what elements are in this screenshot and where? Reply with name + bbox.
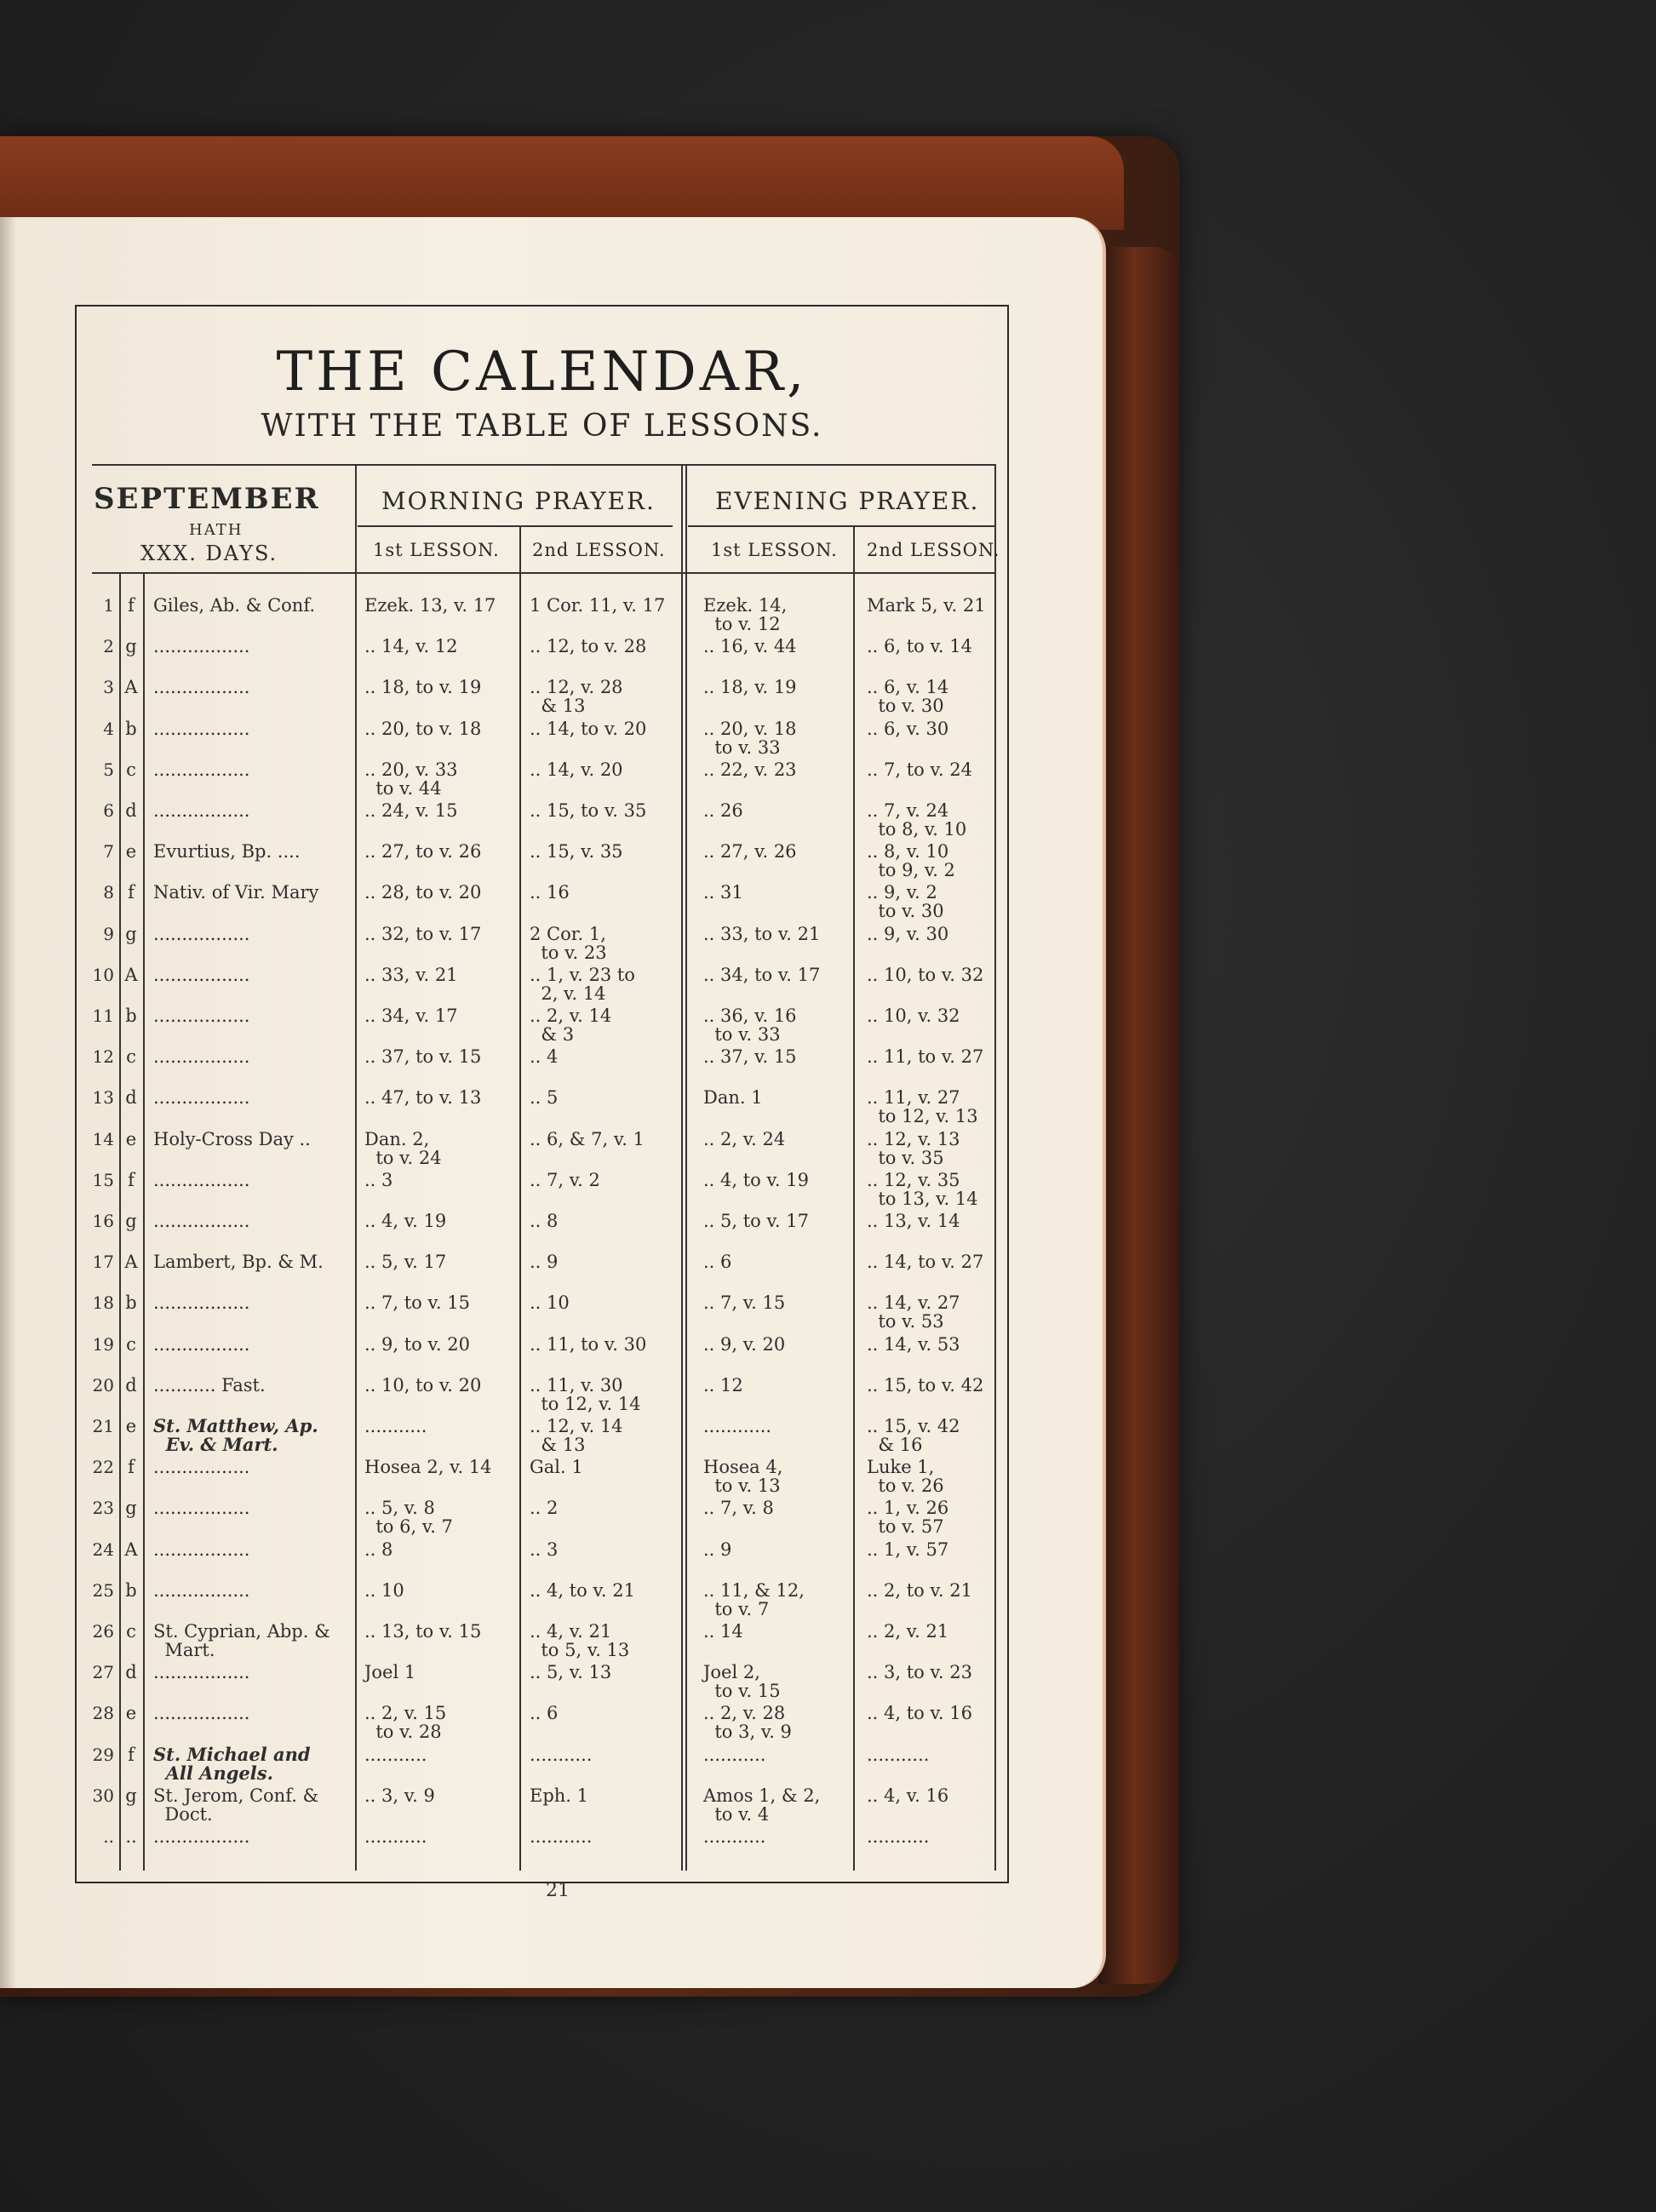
evening-first-lesson: .. 14 [703, 1621, 743, 1642]
page-number: 21 [546, 1880, 570, 1901]
dominical-letter: e [125, 1416, 137, 1436]
morning-first-lesson: ........... [364, 1416, 427, 1436]
evening-second-lesson: .. 11, to v. 27 [867, 1046, 984, 1068]
evening-second-lesson: .. 6, v. 14 to v. 30 [867, 677, 949, 717]
day-number: .. [103, 1826, 114, 1847]
book-cover-edge [1098, 247, 1179, 1984]
feast-name: St. Cyprian, Abp. & Mart. [153, 1621, 330, 1660]
evening-second-lesson: .. 14, to v. 27 [867, 1252, 984, 1273]
evening-first-lesson: .. 7, v. 15 [703, 1292, 786, 1314]
dominical-letter: b [125, 1292, 137, 1314]
feast-name: ................. [153, 1046, 250, 1068]
morning-first-lesson: .. 5, v. 8 to 6, v. 7 [364, 1498, 453, 1538]
dominical-letter: f [128, 1744, 135, 1765]
page-subtitle: WITH THE TABLE OF LESSONS. [261, 409, 823, 444]
day-number: 27 [92, 1662, 114, 1683]
evening-second-lesson: .. 6, to v. 14 [867, 636, 972, 657]
day-number: 16 [92, 1211, 114, 1231]
morning-second-lesson: .. 2, v. 14 & 3 [530, 1006, 612, 1045]
evening-second-lesson: .. 15, v. 42 & 16 [867, 1416, 960, 1455]
day-number: 15 [92, 1169, 114, 1190]
evening-second-lesson: .. 10, to v. 32 [867, 964, 984, 985]
morning-second-lesson: ........... [530, 1744, 593, 1765]
feast-name: ................. [153, 1826, 250, 1847]
evening-second-lesson: .. 12, v. 35 to 13, v. 14 [867, 1169, 978, 1209]
morning-second-lesson: Eph. 1 [530, 1785, 589, 1806]
column-rule-morning-mid [519, 525, 521, 1871]
morning-second-lesson: .. 4, to v. 21 [530, 1579, 635, 1601]
evening-first-lesson: .. 11, & 12, to v. 7 [703, 1579, 805, 1619]
book-cover-top [0, 136, 1124, 230]
morning-second-lesson: .. 4, v. 21 to 5, v. 13 [530, 1621, 630, 1660]
evening-first-lesson: .. 16, v. 44 [703, 636, 797, 657]
feast-name: Evurtius, Bp. .... [153, 841, 301, 862]
feast-name: ................. [153, 923, 250, 944]
morning-first-lesson: .. 3, v. 9 [364, 1785, 435, 1806]
morning-second-lesson: .. 10 [530, 1292, 570, 1314]
morning-prayer-heading: MORNING PRAYER. [381, 487, 656, 515]
page-fold [0, 217, 15, 1988]
evening-first-lesson: Ezek. 14, to v. 12 [703, 595, 788, 634]
evening-second-lesson: .. 10, v. 32 [867, 1006, 960, 1026]
morning-first-lesson: .. 32, to v. 17 [364, 923, 482, 944]
morning-second-lesson: .. 11, to v. 30 [530, 1333, 647, 1355]
dominical-letter: c [126, 1046, 136, 1068]
feast-name: ................. [153, 1292, 250, 1314]
evening-second-lesson: Luke 1, to v. 26 [867, 1457, 944, 1497]
day-number: 14 [92, 1128, 114, 1149]
morning-second-lesson: .. 9 [530, 1252, 559, 1273]
morning-second-lesson: .. 2 [530, 1498, 559, 1519]
day-number: 12 [92, 1046, 114, 1068]
dominical-letter: d [125, 1662, 137, 1683]
evening-first-lesson: .. 9, v. 20 [703, 1333, 786, 1355]
evening-second-lesson: .. 12, v. 13 to v. 35 [867, 1128, 960, 1168]
morning-second-lesson: .. 3 [530, 1539, 559, 1560]
morning-second-lesson: 2 Cor. 1, to v. 23 [530, 923, 607, 963]
feast-name: St. Matthew, Ap. Ev. & Mart. [153, 1415, 318, 1455]
evening-first-lesson: .. 31 [703, 882, 743, 903]
dominical-letter: f [128, 1169, 135, 1190]
dominical-letter: .. [125, 1826, 137, 1847]
day-number: 19 [92, 1333, 114, 1355]
evening-second-lesson: .. 15, to v. 42 [867, 1374, 984, 1395]
dominical-letter: g [125, 923, 137, 944]
day-number: 11 [92, 1006, 114, 1026]
dominical-letter: f [128, 595, 135, 616]
morning-first-lesson: .. 34, v. 17 [364, 1006, 458, 1026]
evening-first-lesson: .. 5, to v. 17 [703, 1211, 809, 1231]
day-number: 3 [103, 677, 114, 698]
column-rule-evening-mid [853, 525, 855, 1871]
feast-name: ................. [153, 1457, 250, 1478]
feast-name: ................. [153, 759, 250, 780]
evening-first-lesson: .. 12 [703, 1374, 743, 1395]
evening-second-lesson: .. 6, v. 30 [867, 718, 949, 739]
morning-first-lesson: .. 27, to v. 26 [364, 841, 482, 862]
day-number: 23 [92, 1498, 114, 1519]
morning-second-lesson: .. 6 [530, 1703, 559, 1724]
morning-second-lesson: .. 14, to v. 20 [530, 718, 647, 739]
evening-first-lesson: .. 26 [703, 800, 743, 821]
evening-second-lesson: .. 2, v. 21 [867, 1621, 949, 1642]
day-number: 4 [103, 718, 114, 739]
evening-first-lesson: ........... [703, 1826, 766, 1847]
day-number: 17 [92, 1252, 114, 1273]
feast-name: ................. [153, 800, 250, 821]
evening-second-lesson: .. 13, v. 14 [867, 1211, 960, 1231]
morning-first-lesson: ........... [364, 1744, 427, 1765]
feast-name: ................. [153, 636, 250, 657]
morning-second-lesson: .. 7, v. 2 [530, 1169, 600, 1190]
day-number: 30 [92, 1785, 114, 1806]
day-number: 9 [103, 923, 114, 944]
evening-second-lesson: .. 8, v. 10 to 9, v. 2 [867, 841, 955, 881]
evening-second-lesson: .. 7, to v. 24 [867, 759, 972, 780]
dominical-letter: e [125, 1128, 137, 1149]
evening-first-lesson: .. 18, v. 19 [703, 677, 797, 698]
morning-second-lesson: .. 14, v. 20 [530, 759, 623, 780]
day-number: 2 [103, 636, 114, 657]
feast-name: ................. [153, 1662, 250, 1683]
feast-name: ................. [153, 1703, 250, 1724]
evening-second-lesson: .. 9, v. 2 to v. 30 [867, 882, 944, 922]
morning-second-lesson: .. 5 [530, 1087, 559, 1109]
feast-name: Nativ. of Vir. Mary [153, 882, 319, 903]
dominical-letter: b [125, 1579, 137, 1601]
day-number: 20 [92, 1374, 114, 1395]
morning-second-lesson: .. 4 [530, 1046, 559, 1068]
morning-first-lesson: .. 5, v. 17 [364, 1252, 447, 1273]
evening-first-lesson: .. 7, v. 8 [703, 1498, 774, 1519]
evening-first-lesson: .. 2, v. 24 [703, 1128, 786, 1149]
morning-first-lesson-heading: 1st LESSON. [373, 540, 500, 560]
evening-first-lesson: .. 22, v. 23 [703, 759, 797, 780]
dominical-letter: f [128, 882, 135, 903]
morning-second-lesson: .. 15, v. 35 [530, 841, 623, 862]
evening-first-lesson: Dan. 1 [703, 1087, 763, 1109]
column-rule-right [994, 464, 996, 1871]
dominical-letter: b [125, 718, 137, 739]
column-rule-morning [355, 464, 357, 1871]
morning-first-lesson: ........... [364, 1826, 427, 1847]
feast-name: ................. [153, 718, 250, 739]
evening-first-lesson: .. 34, to v. 17 [703, 964, 821, 985]
dominical-letter: e [125, 1703, 137, 1724]
evening-second-lesson: .. 11, v. 27 to 12, v. 13 [867, 1087, 978, 1127]
evening-first-lesson: Amos 1, & 2, to v. 4 [703, 1785, 821, 1825]
feast-name: ................. [153, 1498, 250, 1519]
feast-name: Giles, Ab. & Conf. [153, 595, 316, 616]
evening-second-lesson: Mark 5, v. 21 [867, 595, 986, 616]
dominical-letter: g [125, 1498, 137, 1519]
feast-name: ........... Fast. [153, 1374, 266, 1395]
day-number: 22 [92, 1457, 114, 1478]
day-number: 25 [92, 1579, 114, 1601]
hath-heading: HATH [189, 521, 244, 539]
morning-first-lesson: .. 2, v. 15 to v. 28 [364, 1703, 447, 1743]
days-heading: XXX. DAYS. [140, 542, 278, 565]
dominical-letter: d [125, 1087, 137, 1109]
morning-first-lesson: .. 3 [364, 1169, 393, 1190]
evening-first-lesson: .. 4, to v. 19 [703, 1169, 809, 1190]
evening-first-lesson: .. 33, to v. 21 [703, 923, 821, 944]
morning-first-lesson: .. 20, to v. 18 [364, 718, 482, 739]
feast-name: St. Michael and All Angels. [153, 1743, 311, 1784]
evening-second-lesson: .. 9, v. 30 [867, 923, 949, 944]
evening-second-lesson: .. 14, v. 27 to v. 53 [867, 1292, 960, 1332]
feast-name: ................. [153, 1169, 250, 1190]
evening-first-lesson-heading: 1st LESSON. [711, 540, 838, 560]
evening-first-lesson: .. 9 [703, 1539, 732, 1560]
morning-first-lesson: .. 9, to v. 20 [364, 1333, 470, 1355]
evening-second-lesson: ........... [867, 1826, 930, 1847]
feast-name: ................. [153, 1333, 250, 1355]
evening-second-lesson: .. 7, v. 24 to 8, v. 10 [867, 800, 967, 840]
morning-first-lesson: .. 4, v. 19 [364, 1211, 447, 1231]
morning-first-lesson: .. 28, to v. 20 [364, 882, 482, 903]
dominical-letter: A [124, 964, 138, 985]
dominical-letter: A [124, 1539, 138, 1560]
dominical-letter: c [126, 1621, 136, 1642]
dominical-letter: e [125, 841, 137, 862]
day-number: 21 [92, 1416, 114, 1436]
dominical-letter: g [125, 1211, 137, 1231]
morning-section-rule [358, 525, 673, 527]
dominical-letter: A [124, 677, 138, 698]
morning-first-lesson: .. 37, to v. 15 [364, 1046, 482, 1068]
morning-second-lesson: .. 12, v. 14 & 13 [530, 1416, 623, 1455]
evening-second-lesson: ........... [867, 1744, 930, 1765]
morning-first-lesson: .. 8 [364, 1539, 393, 1560]
evening-first-lesson: Hosea 4, to v. 13 [703, 1457, 783, 1497]
evening-second-lesson: .. 4, v. 16 [867, 1785, 949, 1806]
morning-second-lesson: .. 11, v. 30 to 12, v. 14 [530, 1374, 641, 1414]
morning-second-lesson: 1 Cor. 11, v. 17 [530, 595, 666, 616]
morning-first-lesson: .. 7, to v. 15 [364, 1292, 470, 1314]
day-number: 1 [103, 595, 114, 616]
evening-second-lesson: .. 1, v. 57 [867, 1539, 949, 1560]
dominical-letter: d [125, 1374, 137, 1395]
day-number: 10 [92, 964, 114, 985]
column-rule-evening-b [685, 464, 687, 1871]
evening-first-lesson: Joel 2, to v. 15 [703, 1662, 781, 1702]
day-number: 29 [92, 1744, 114, 1765]
day-number: 5 [103, 759, 114, 780]
dominical-letter: c [126, 759, 136, 780]
evening-second-lesson: .. 3, to v. 23 [867, 1662, 972, 1683]
evening-first-lesson: .. 36, v. 16 to v. 33 [703, 1006, 797, 1045]
morning-second-lesson: .. 16 [530, 882, 570, 903]
evening-prayer-heading: EVENING PRAYER. [715, 487, 980, 515]
morning-second-lesson: ........... [530, 1826, 593, 1847]
morning-first-lesson: .. 10 [364, 1579, 404, 1601]
day-number: 8 [103, 882, 114, 903]
month-heading: SEPTEMBER [94, 482, 320, 516]
evening-first-lesson: .. 37, v. 15 [703, 1046, 797, 1068]
dominical-letter: g [125, 636, 137, 657]
feast-name: ................. [153, 1006, 250, 1026]
dominical-letter: b [125, 1006, 137, 1026]
feast-name: ................. [153, 677, 250, 698]
morning-second-lesson: .. 12, to v. 28 [530, 636, 647, 657]
feast-name: ................. [153, 964, 250, 985]
morning-second-lesson-heading: 2nd LESSON. [532, 540, 666, 560]
day-number: 18 [92, 1292, 114, 1314]
dominical-letter: d [125, 800, 137, 821]
dominical-letter: f [128, 1457, 135, 1478]
evening-second-lesson: .. 2, to v. 21 [867, 1579, 972, 1601]
day-number: 24 [92, 1539, 114, 1560]
morning-second-lesson: .. 5, v. 13 [530, 1662, 612, 1683]
evening-first-lesson: .. 27, v. 26 [703, 841, 797, 862]
evening-first-lesson: ............ [703, 1416, 772, 1436]
morning-second-lesson: .. 6, & 7, v. 1 [530, 1128, 645, 1149]
feast-name: St. Jerom, Conf. & Doct. [153, 1785, 319, 1825]
morning-first-lesson: .. 47, to v. 13 [364, 1087, 482, 1109]
evening-second-lesson-heading: 2nd LESSON. [867, 540, 1000, 560]
morning-second-lesson: Gal. 1 [530, 1457, 583, 1478]
morning-second-lesson: .. 12, v. 28 & 13 [530, 677, 623, 717]
evening-section-rule [688, 525, 994, 527]
feast-name: ................. [153, 1579, 250, 1601]
evening-first-lesson: .. 2, v. 28 to 3, v. 9 [703, 1703, 792, 1743]
morning-first-lesson: Ezek. 13, v. 17 [364, 595, 496, 616]
day-number: 26 [92, 1621, 114, 1642]
dominical-letter: g [125, 1785, 137, 1806]
evening-first-lesson: .. 6 [703, 1252, 732, 1273]
morning-first-lesson: .. 18, to v. 19 [364, 677, 482, 698]
evening-second-lesson: .. 14, v. 53 [867, 1333, 960, 1355]
feast-name: ................. [153, 1539, 250, 1560]
morning-second-lesson: .. 8 [530, 1211, 559, 1231]
feast-name: Holy-Cross Day .. [153, 1128, 311, 1149]
header-bottom-rule [92, 572, 994, 574]
morning-first-lesson: Dan. 2, to v. 24 [364, 1128, 442, 1168]
feast-name: ................. [153, 1087, 250, 1109]
morning-first-lesson: .. 24, v. 15 [364, 800, 458, 821]
evening-second-lesson: .. 1, v. 26 to v. 57 [867, 1498, 949, 1538]
morning-first-lesson: .. 14, v. 12 [364, 636, 458, 657]
page-title: THE CALENDAR, [276, 341, 808, 404]
header-top-rule [92, 464, 994, 466]
feast-name: Lambert, Bp. & M. [153, 1252, 324, 1273]
day-number: 7 [103, 841, 114, 862]
dominical-letter: A [124, 1252, 138, 1273]
evening-second-lesson: .. 4, to v. 16 [867, 1703, 972, 1724]
feast-name: ................. [153, 1211, 250, 1231]
morning-first-lesson: .. 33, v. 21 [364, 964, 458, 985]
morning-second-lesson: .. 15, to v. 35 [530, 800, 647, 821]
morning-first-lesson: Hosea 2, v. 14 [364, 1457, 492, 1478]
day-number: 6 [103, 800, 114, 821]
morning-second-lesson: .. 1, v. 23 to 2, v. 14 [530, 964, 635, 1004]
morning-first-lesson: Joel 1 [364, 1662, 416, 1683]
dominical-letter: c [126, 1333, 136, 1355]
column-rule-evening-a [681, 464, 683, 1871]
day-number: 13 [92, 1087, 114, 1109]
evening-first-lesson: ........... [703, 1744, 766, 1765]
morning-first-lesson: .. 10, to v. 20 [364, 1374, 482, 1395]
evening-first-lesson: .. 20, v. 18 to v. 33 [703, 718, 797, 758]
column-rule-letter [143, 572, 145, 1871]
morning-first-lesson: .. 20, v. 33 to v. 44 [364, 759, 458, 799]
day-number: 28 [92, 1703, 114, 1724]
morning-first-lesson: .. 13, to v. 15 [364, 1621, 482, 1642]
